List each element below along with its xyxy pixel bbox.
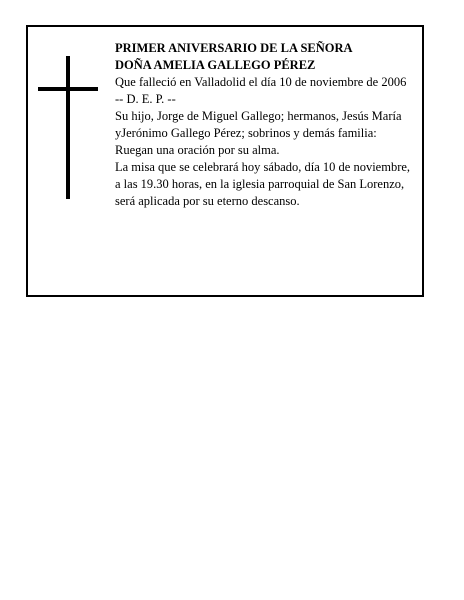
obituary-notice [26,25,424,297]
cross-icon [38,56,98,199]
notice-title-line-2: DOÑA AMELIA GALLEGO PÉREZ [115,58,316,72]
notice-body [115,40,415,210]
cross-vertical-bar [66,56,70,199]
notice-title-line-1: PRIMER ANIVERSARIO DE LA SEÑORA [115,41,353,55]
mass-info: La misa que se celebrará hoy sábado, día 10 de noviembre, a las 19.30 horas, en la iglesia parroquial de San Lorenzo, será aplicada por su eterno descanso. [115,160,411,208]
cross-horizontal-bar [38,87,98,91]
death-info: Que falleció en Valladolid el día 10 de noviembre de 2006 [115,75,407,89]
dep-line: -- D. E. P. -- [115,92,176,106]
family-line: Su hijo, Jorge de Miguel Gallego; hermanos, Jesús María yJerónimo Gallego Pérez; sobrinos y demás familia: [115,109,402,140]
prayer-request: Ruegan una oración por su alma. [115,143,280,157]
